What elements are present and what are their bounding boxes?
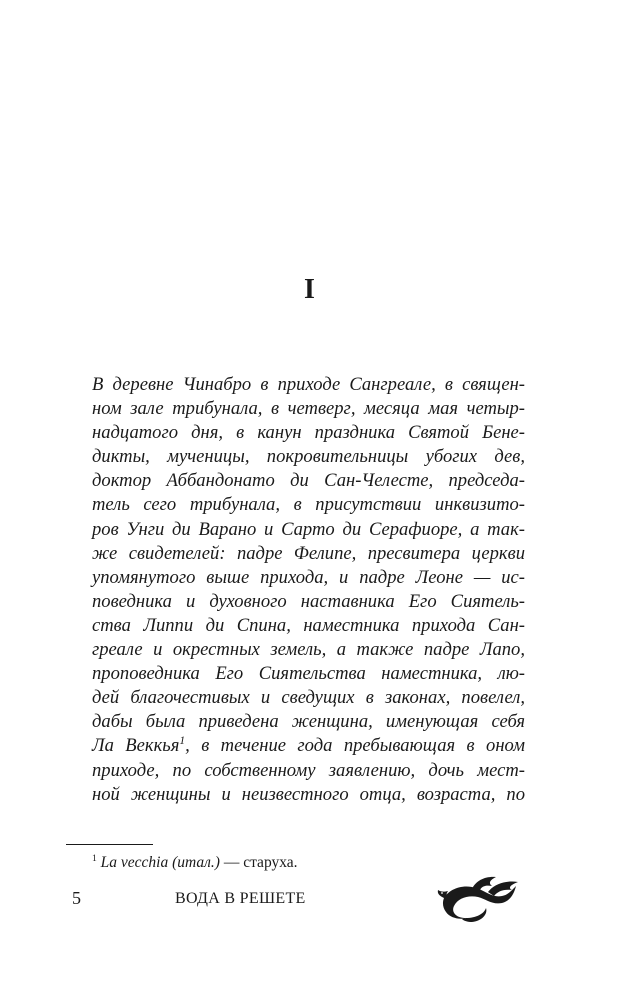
text-line: проповедника Его Сиятельства наместника, лю- <box>92 663 525 685</box>
text-line: же свидетелей: падре Фелипе, пресвитера церкви <box>92 542 525 564</box>
footnote-marker: 1 <box>92 852 97 864</box>
footnote <box>92 853 298 873</box>
body-text <box>92 373 525 807</box>
text-line: доктор Аббандонато ди Сан-Челесте, председа- <box>92 470 525 492</box>
dragon-head <box>438 890 448 898</box>
text-line: дей благочестивых и сведущих в законах, повелел, <box>92 687 525 709</box>
text-line: поведника и духовного наставника Его Сиятель- <box>92 590 525 612</box>
text-line: приходе, по собственному заявлению, дочь мест- <box>92 759 525 781</box>
dragon-logo-icon <box>436 874 522 924</box>
footnote-reference[interactable]: 1 <box>179 735 186 748</box>
text-line <box>92 734 525 758</box>
text-line: ном зале трибунала, в четверг, месяца мая четыр- <box>92 398 525 420</box>
footnote-term: La vecchia <box>100 854 169 871</box>
page-number: 5 <box>72 888 81 908</box>
text-line: тель сего трибунала, в присутствии инквизито- <box>92 494 525 516</box>
text-line: дикты, мученицы, покровительницы убогих дев, <box>92 446 525 468</box>
dragon-body <box>443 886 516 919</box>
footnote-language-note: (итал.) <box>172 854 220 871</box>
text-line: ства Липпи ди Спина, наместника прихода Сан- <box>92 614 525 636</box>
chapter-number: I <box>304 274 315 305</box>
dragon-tail <box>462 908 486 922</box>
text-line: ров Унги ди Варано и Сарто ди Серафиоре, а так- <box>92 518 525 540</box>
text-fragment: , в течение года пребывающая в оном <box>185 735 525 757</box>
text-line: греале и окрестных земель, а также падре Лапо, <box>92 639 525 661</box>
text-line: ной женщины и неизвестного отца, возраста, по <box>92 783 525 805</box>
text-line: В деревне Чинабро в приходе Сангреале, в священ- <box>92 374 525 395</box>
text-fragment: Ла Веккья <box>92 735 180 757</box>
footnote-text: — старуха. <box>219 854 298 871</box>
footnote-divider <box>66 844 153 845</box>
text-line: упомянутого выше прихода, и падре Леоне — ис- <box>92 566 525 588</box>
text-line: надцатого дня, в канун праздника Святой Бене- <box>92 422 525 444</box>
text-line: дабы была приведена женщина, именующая себя <box>92 711 525 733</box>
running-title: ВОДА В РЕШЕТЕ <box>175 890 306 907</box>
